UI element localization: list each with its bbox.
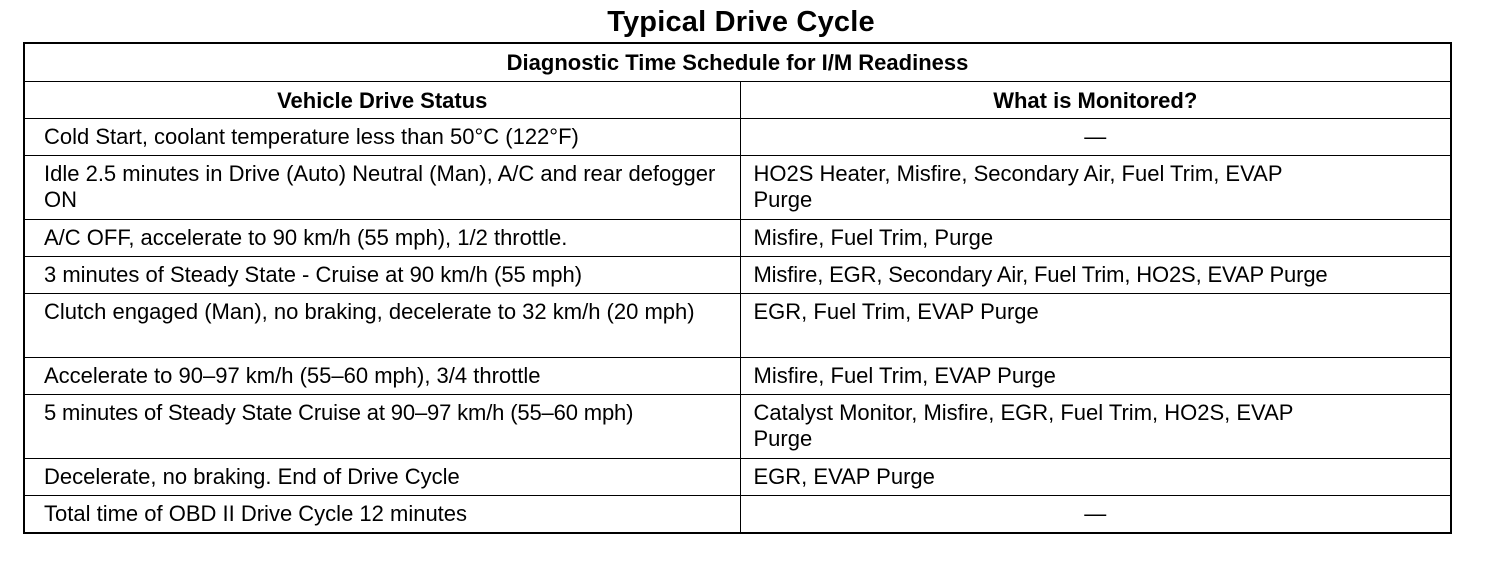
monitored-cell: — <box>740 496 1451 534</box>
column-header-drive-status: Vehicle Drive Status <box>24 82 740 119</box>
monitored-cell: Misfire, Fuel Trim, EVAP Purge <box>740 358 1451 395</box>
column-header-monitored: What is Monitored? <box>740 82 1451 119</box>
drive-cycle-table <box>23 42 1452 534</box>
drive-status-cell: A/C OFF, accelerate to 90 km/h (55 mph), 1/2 throttle. <box>24 220 740 257</box>
table-row <box>24 156 1451 220</box>
monitored-cell: Misfire, EGR, Secondary Air, Fuel Trim, HO2S, EVAP Purge <box>740 257 1451 294</box>
drive-status-cell: Cold Start, coolant temperature less than 50°C (122°F) <box>24 119 740 156</box>
page-title: Typical Drive Cycle <box>607 6 875 38</box>
monitored-cell: HO2S Heater, Misfire, Secondary Air, Fuel Trim, EVAP Purge <box>740 156 1451 220</box>
monitored-cell: Catalyst Monitor, Misfire, EGR, Fuel Trim, HO2S, EVAP Purge <box>740 395 1451 459</box>
monitored-cell: EGR, Fuel Trim, EVAP Purge <box>740 294 1451 358</box>
drive-status-cell: 3 minutes of Steady State - Cruise at 90 km/h (55 mph) <box>24 257 740 294</box>
table-row <box>24 395 1451 459</box>
table-row <box>24 119 1451 156</box>
drive-status-cell: Clutch engaged (Man), no braking, decelerate to 32 km/h (20 mph) <box>24 294 740 358</box>
drive-status-cell: 5 minutes of Steady State Cruise at 90–97 km/h (55–60 mph) <box>24 395 740 459</box>
table-row <box>24 459 1451 496</box>
table-caption: Diagnostic Time Schedule for I/M Readiness <box>24 43 1451 82</box>
table-row <box>24 294 1451 358</box>
monitored-cell: — <box>740 119 1451 156</box>
drive-status-cell: Decelerate, no braking. End of Drive Cycle <box>24 459 740 496</box>
table-row <box>24 358 1451 395</box>
drive-status-cell: Idle 2.5 minutes in Drive (Auto) Neutral (Man), A/C and rear defogger ON <box>24 156 740 220</box>
table-header-row <box>24 82 1451 119</box>
table-row <box>24 496 1451 534</box>
table-caption-row <box>24 43 1451 82</box>
monitored-cell: Misfire, Fuel Trim, Purge <box>740 220 1451 257</box>
table-row <box>24 257 1451 294</box>
drive-status-cell: Accelerate to 90–97 km/h (55–60 mph), 3/4 throttle <box>24 358 740 395</box>
drive-status-cell: Total time of OBD II Drive Cycle 12 minutes <box>24 496 740 534</box>
table-row <box>24 220 1451 257</box>
monitored-cell: EGR, EVAP Purge <box>740 459 1451 496</box>
